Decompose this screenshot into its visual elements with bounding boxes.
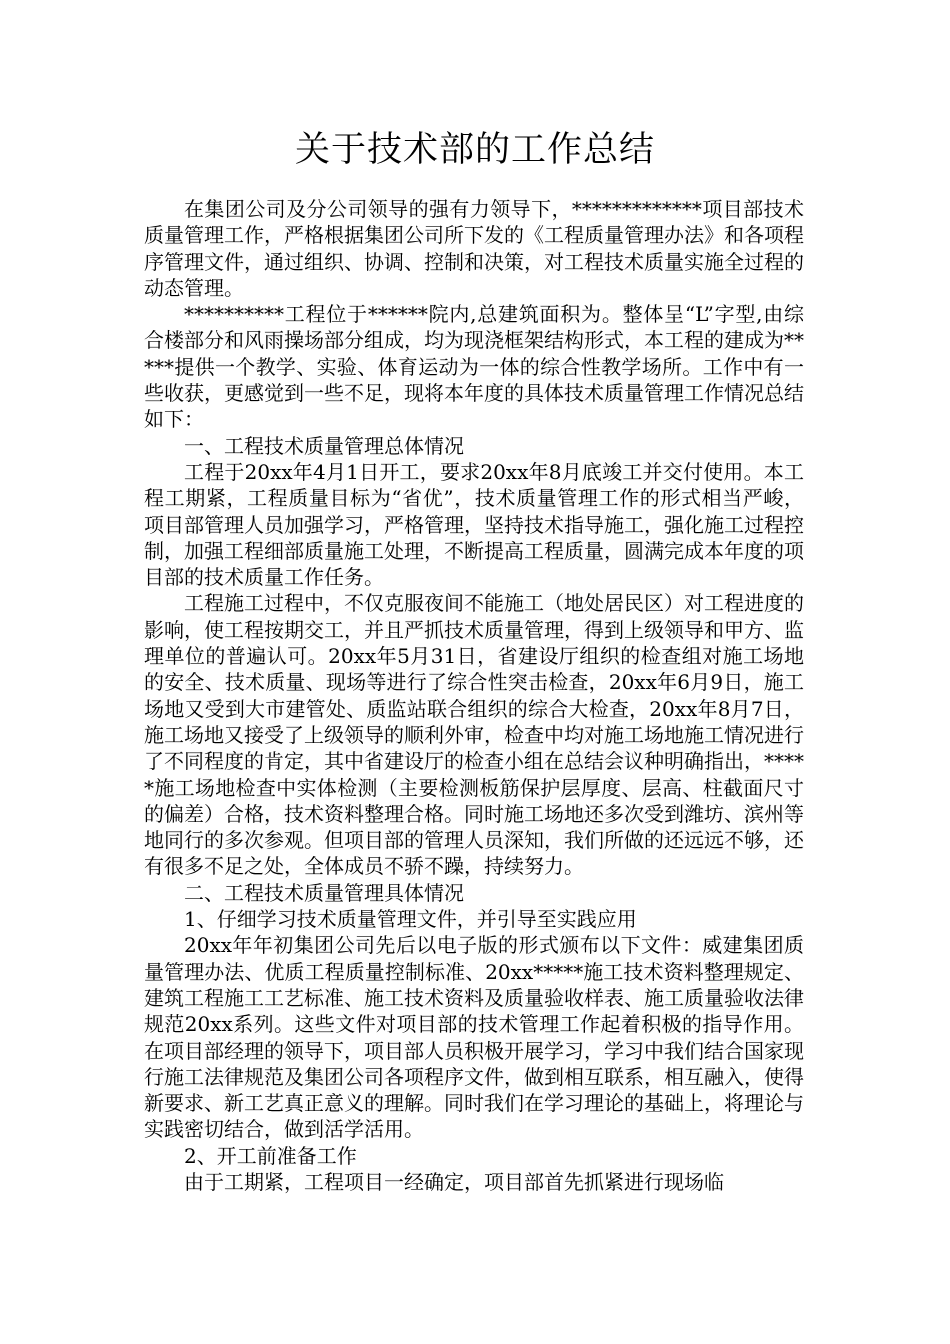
subsection-heading-2: 2、开工前准备工作 — [184, 1143, 357, 1168]
section-heading-2: 二、工程技术质量管理具体情况 — [184, 880, 464, 905]
paragraph-project-overview: **********工程位于******院内,总建筑面积为。整体呈“L”字型,由综合楼部分和风雨操场部分组成，均为现浇框架结构形式，本工程的建成为*****提供一个教学、实验、体育运动为一体的综合性教学场所。工作中有一些收获，更感觉到一些不足，现将本年度的具体技术质量管理工作情况总结如下： — [144, 302, 804, 432]
paragraph-inspections: 工程施工过程中，不仅克服夜间不能施工（地处居民区）对工程进度的影响，使工程按期交工，并且严抓技术质量管理，得到上级领导和甲方、监理单位的普遍认可。20xx年5月31日，省建设厅组织的检查组对施工场地的安全、技术质量、现场等进行了综合性突击检查，20xx年6月9日，施工场地又受到大市建管处、质监站联合组织的综合大检查，20xx年8月7日，施工场地又接受了上级领导的顺利外审，检查中均对施工场地施工情况进行了不同程度的肯定，其中省建设厅的检查小组在总结会议种明确指出，*****施工场地检查中实体检测（主要检测板筋保护层厚度、层高、柱截面尺寸的偏差）合格，技术资料整理合格。同时施工场地还多次受到潍坊、滨州等地同行的多次参观。但项目部的管理人员深知，我们所做的还远远不够，还有很多不足之处，全体成员不骄不躁，持续努力。 — [144, 591, 804, 879]
subsection-heading-1: 1、仔细学习技术质量管理文件，并引导至实践应用 — [184, 907, 637, 932]
paragraph-schedule: 工程于20xx年4月1日开工，要求20xx年8月底竣工并交付使用。本工程工期紧，工程质量目标为“省优”，技术质量管理工作的形式相当严峻，项目部管理人员加强学习，严格管理，坚持技术指导施工，强化施工过程控制，加强工程细部质量施工处理，不断提高工程质量，圆满完成本年度的项目部的技术质量工作任务。 — [144, 459, 804, 590]
paragraph-intro: 在集团公司及分公司领导的强有力领导下，*************项目部技术质量管理工作，严格根据集团公司所下发的《工程质量管理办法》和各项程序管理文件，通过组织、协调、控制和决策，对工程技术质量实施全过程的动态管理。 — [144, 197, 804, 300]
document-title: 关于技术部的工作总结 — [294, 130, 655, 170]
section-heading-1: 一、工程技术质量管理总体情况 — [184, 433, 464, 458]
document-body — [144, 196, 804, 1195]
paragraph-preparation: 由于工期紧，工程项目一经确定，项目部首先抓紧进行现场临 — [184, 1169, 724, 1194]
paragraph-documents: 20xx年年初集团公司先后以电子版的形式颁布以下文件：威建集团质量管理办法、优质工程质量控制标准、20xx*****施工技术资料整理规定、建筑工程施工工艺标准、施工技术资料及质量验收样表、施工质量验收法律规范20xx系列。这些文件对项目部的技术管理工作起着积极的指导作用。在项目部经理的领导下，项目部人员积极开展学习，学习中我们结合国家现行施工法律规范及集团公司各项程序文件，做到相互联系，相互融入，使得新要求、新工艺真正意义的理解。同时我们在学习理论的基础上，将理论与实践密切结合，做到活学活用。 — [144, 933, 804, 1142]
